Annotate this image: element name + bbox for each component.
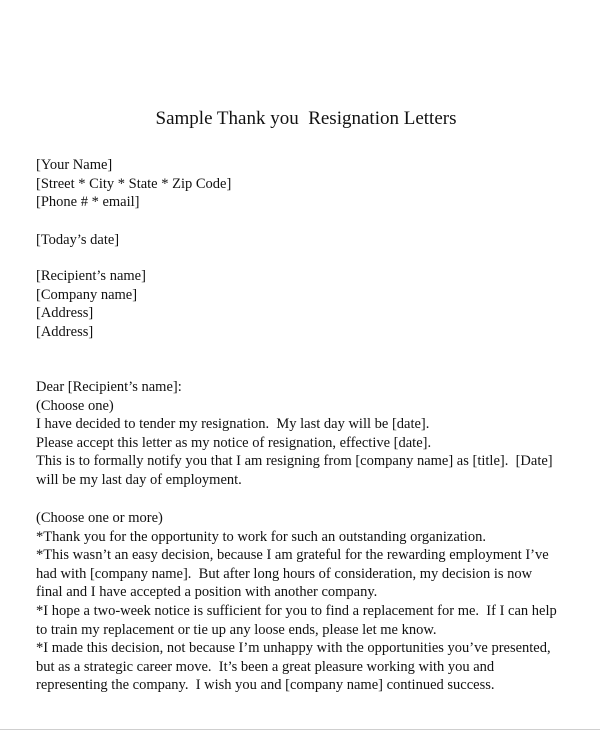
reasons-heading: (Choose one or more) bbox=[36, 510, 163, 526]
reasons-section bbox=[36, 509, 592, 695]
recipient-address-1: [Address] bbox=[36, 305, 94, 322]
body-line: I have decided to tender my resignation. My last day will be [date]. bbox=[36, 416, 430, 433]
salutation: Dear [Recipient’s name]: bbox=[36, 379, 182, 395]
reason-line: *I hope a two-week notice is sufficient for you to find a replacement for me. If I can help bbox=[36, 602, 557, 619]
reason-line: to train my replacement or tie up any loose ends, please let me know. bbox=[36, 621, 437, 638]
reason-line: representing the company. I wish you and [company name] continued success. bbox=[36, 677, 495, 694]
reason-line: *This wasn’t an easy decision, because I am grateful for the rewarding employment I’ve bbox=[36, 547, 549, 564]
recipient-block bbox=[36, 267, 592, 341]
sender-address: [Street * City * State * Zip Code] bbox=[36, 175, 232, 192]
reason-line: had with [company name]. But after long hours of consideration, my decision is now bbox=[36, 565, 533, 582]
reason-line: final and I have accepted a position with another company. bbox=[36, 584, 378, 601]
recipient-name: [Recipient’s name] bbox=[36, 268, 146, 284]
letter-body bbox=[36, 378, 592, 490]
reason-line: *Thank you for the opportunity to work for such an outstanding organization. bbox=[36, 528, 486, 545]
reason-line: but as a strategic career move. It’s been a great pleasure working with you and bbox=[36, 658, 495, 675]
reason-line: *I made this decision, not because I’m unhappy with the opportunities you’ve presented, bbox=[36, 640, 551, 657]
recipient-address-2: [Address] bbox=[36, 323, 94, 340]
body-line: will be my last day of employment. bbox=[36, 471, 242, 488]
sender-block bbox=[36, 156, 592, 212]
body-line: This is to formally notify you that I am resigning from [company name] as [title]. [Date] bbox=[36, 453, 553, 470]
date-block bbox=[36, 231, 592, 250]
recipient-company: [Company name] bbox=[36, 286, 138, 303]
letter-date: [Today’s date] bbox=[36, 232, 120, 248]
body-line: (Choose one) bbox=[36, 397, 114, 414]
body-line: Please accept this letter as my notice of resignation, effective [date]. bbox=[36, 434, 432, 451]
sender-contact: [Phone # * email] bbox=[36, 194, 140, 211]
document-title: Sample Thank you Resignation Letters bbox=[155, 108, 457, 129]
sender-name: [Your Name] bbox=[36, 157, 113, 173]
